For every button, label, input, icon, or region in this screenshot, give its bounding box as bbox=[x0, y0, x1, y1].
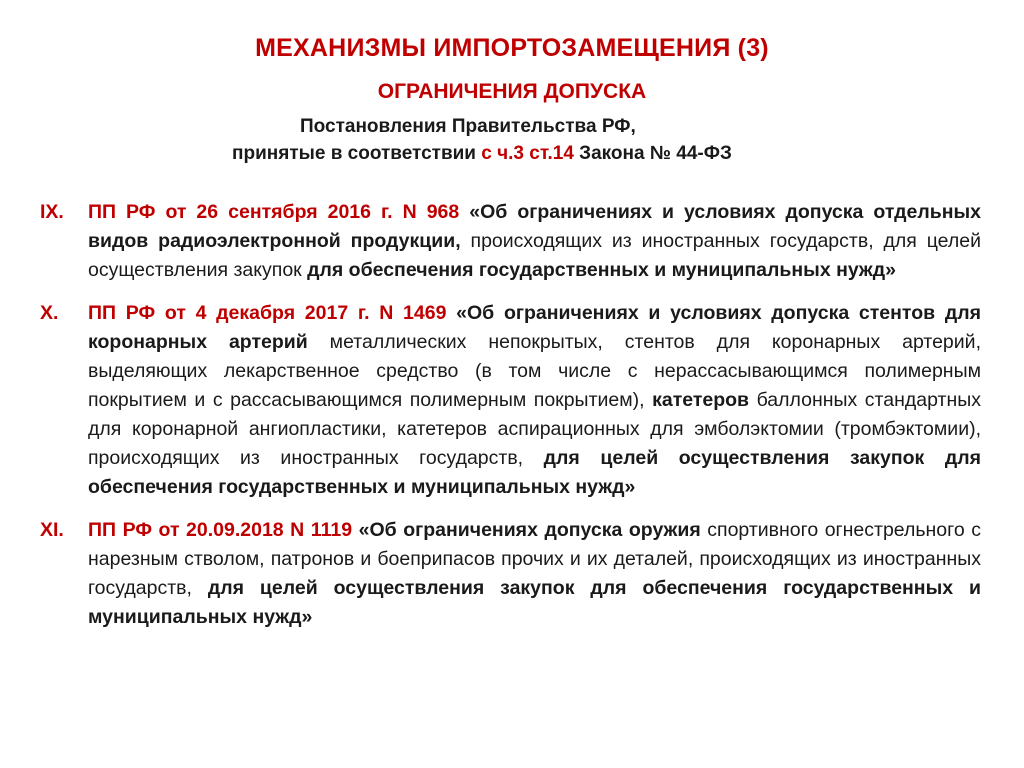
item-bold-3: для целей осуществления закупок для обеспечения государственных и муниципальных нужд» bbox=[88, 447, 981, 498]
item-bold-2: катетеров bbox=[652, 389, 750, 411]
intro-line-2 bbox=[232, 143, 732, 165]
page-title: МЕХАНИЗМЫ ИМПОРТОЗАМЕЩЕНИЯ (3) bbox=[255, 34, 769, 62]
intro-law-reference: с ч.3 ст.14 bbox=[481, 143, 574, 164]
intro-text-a: принятые в соответствии bbox=[232, 143, 482, 164]
item-body bbox=[88, 299, 981, 502]
item-reference: ПП РФ от 20.09.2018 N 1119 bbox=[88, 519, 353, 541]
list-item bbox=[0, 516, 1024, 632]
item-text-1: происходящих из иностранных государств, для целей осуществления закупок bbox=[88, 230, 981, 281]
item-number: X. bbox=[40, 302, 59, 324]
item-text-2: баллонных стандартных для коронарной ангиопластики, катетеров аспирационных для эмболэктомии (тромбэктомии), происходящих из иностранных государств, bbox=[88, 389, 981, 469]
item-reference: ПП РФ от 4 декабря 2017 г. N 1469 bbox=[88, 302, 447, 324]
item-number: XI. bbox=[40, 519, 64, 541]
list-item bbox=[0, 299, 1024, 502]
item-bold-2: для обеспечения государственных и муниципальных нужд» bbox=[307, 259, 896, 281]
item-text-1: спортивного огнестрельного с нарезным стволом, патронов и боеприпасов прочих и их деталей, происходящих из иностранных государств, bbox=[88, 519, 981, 599]
item-bold-1: «Об ограничениях и условиях допуска стентов для коронарных артерий bbox=[88, 302, 981, 353]
item-bold-1: «Об ограничениях допуска оружия bbox=[352, 519, 701, 541]
item-number: IX. bbox=[40, 201, 64, 223]
page-subtitle: ОГРАНИЧЕНИЯ ДОПУСКА bbox=[377, 80, 647, 103]
item-bold-2: для целей осуществления закупок для обеспечения государственных и муниципальных нужд» bbox=[88, 577, 981, 628]
item-reference: ПП РФ от 26 сентября 2016 г. N 968 bbox=[88, 201, 460, 223]
intro-line-1: Постановления Правительства РФ, bbox=[300, 116, 636, 137]
intro-text-b: Закона № 44-ФЗ bbox=[573, 143, 732, 164]
regulation-list bbox=[0, 198, 1024, 646]
item-bold-1: «Об ограничениях и условиях допуска отдельных видов радиоэлектронной продукции, bbox=[88, 201, 981, 252]
item-body bbox=[88, 516, 981, 632]
item-body bbox=[88, 198, 981, 285]
item-text-1: металлических непокрытых, стентов для коронарных артерий, выделяющих лекарственное средство (в том числе с нерассасывающимся полимерным покрытием и с рассасывающимся полимерным покрытием), bbox=[88, 331, 981, 411]
list-item bbox=[0, 198, 1024, 285]
